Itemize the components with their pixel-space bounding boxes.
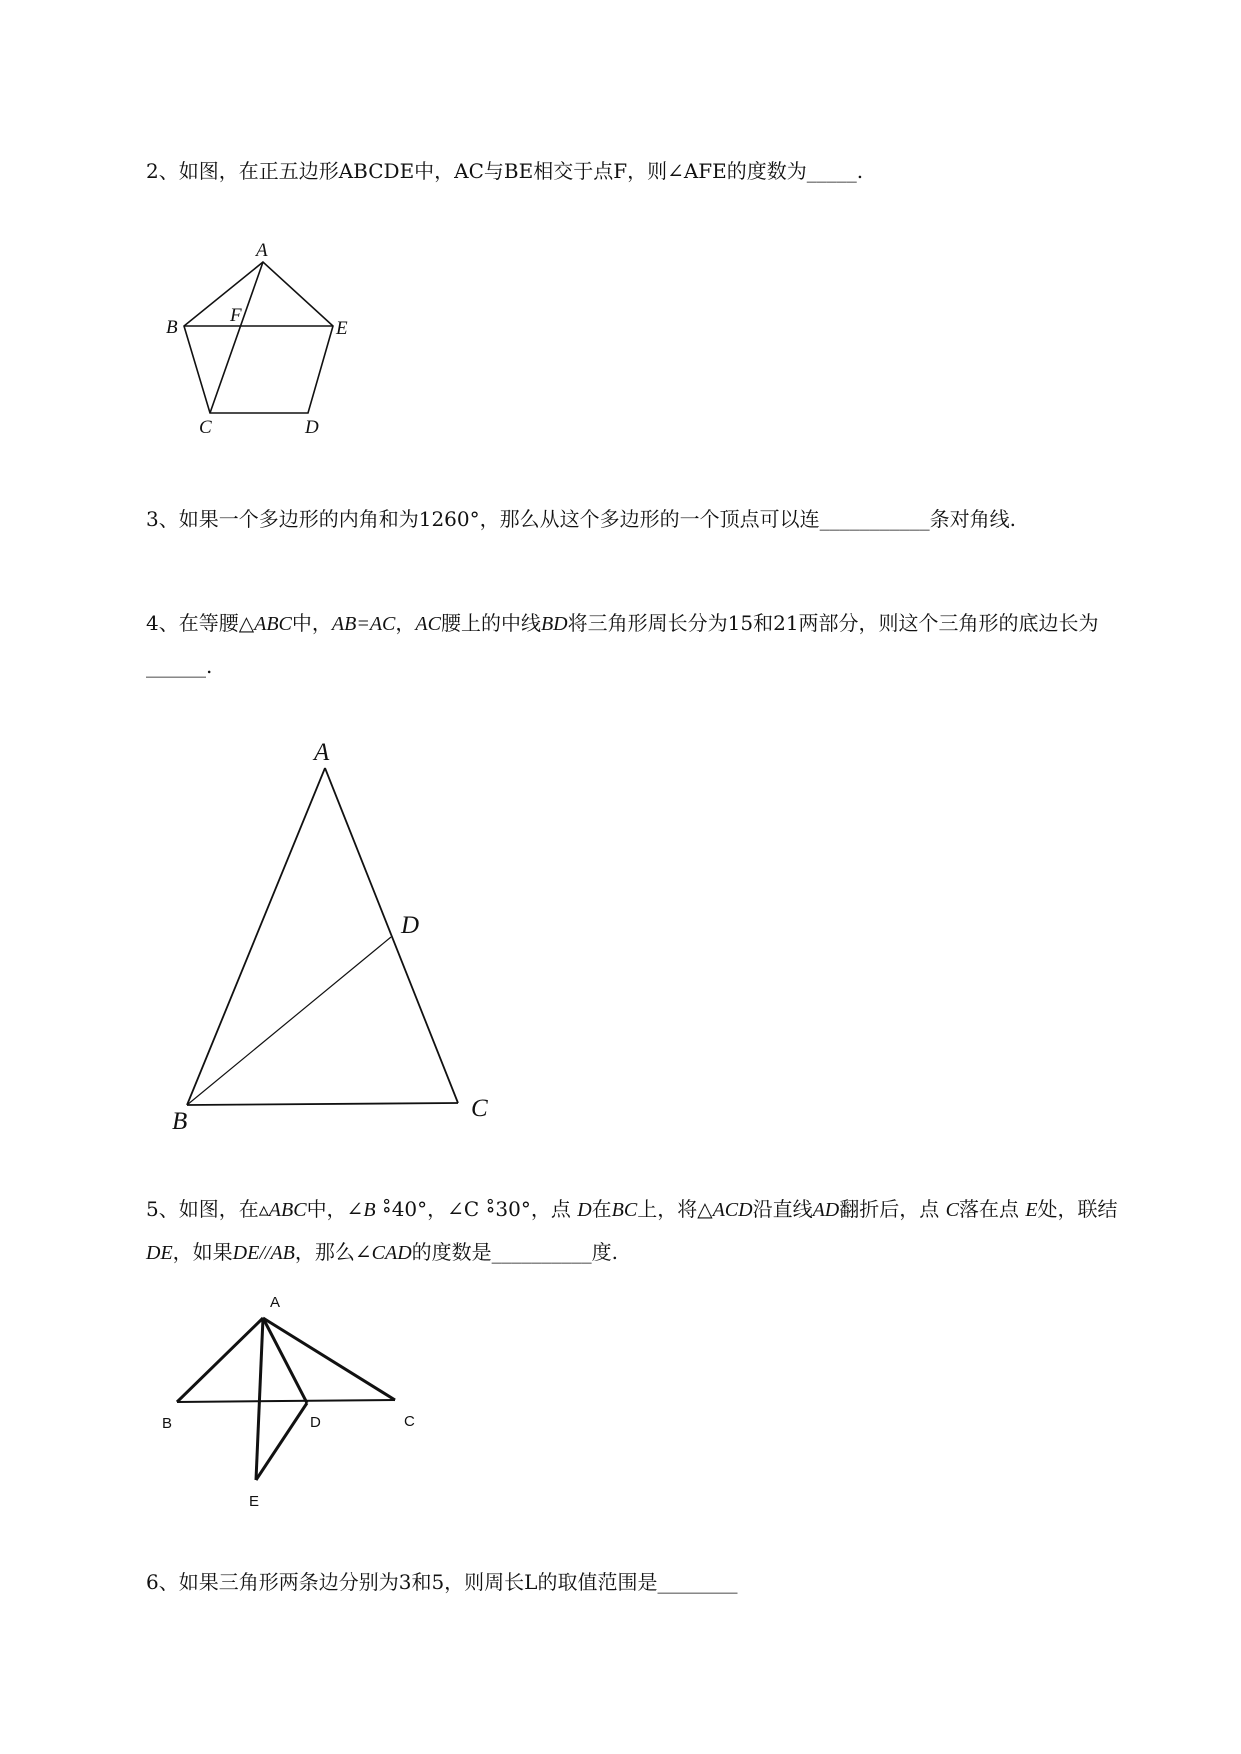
answer-blank[interactable]: ______ — [146, 654, 206, 678]
text-run: 在等腰△ — [178, 611, 255, 635]
text-run: 上，将△ — [637, 1197, 713, 1221]
math-AC: AC — [415, 613, 441, 635]
math-C: C — [945, 1199, 959, 1221]
text-run: 中， — [291, 611, 332, 635]
label-B: B — [172, 1108, 188, 1135]
label-C: C — [471, 1095, 488, 1122]
answer-blank[interactable]: _____ — [806, 159, 857, 183]
answer-blank[interactable]: __________ — [491, 1240, 592, 1264]
label-B: B — [166, 317, 178, 338]
label-C: C — [404, 1413, 415, 1430]
question-number: 3、 — [146, 507, 179, 531]
label-D: D — [305, 417, 319, 438]
question-text: 如果一个多边形的内角和为1260°，那么从这个多边形的一个顶点可以连 — [178, 507, 820, 531]
segment-BD — [187, 937, 391, 1105]
pentagon-figure — [150, 240, 380, 445]
text-run: ，如果 — [172, 1240, 233, 1264]
question-text-after: 条对角线. — [929, 507, 1016, 531]
question-number: 5、 — [146, 1197, 179, 1221]
question-2 — [146, 150, 1156, 192]
math-AD: AD — [812, 1199, 840, 1221]
question-text: 如果三角形两条边分别为3和5，则周长L的取值范围是 — [178, 1570, 658, 1594]
question-number: 4、 — [146, 611, 179, 635]
text-run: 腰上的中线 — [440, 611, 541, 635]
question-end: 度. — [591, 1240, 619, 1264]
label-F: F — [230, 305, 242, 326]
text-run: ，那么∠ — [294, 1240, 372, 1264]
math-B: B — [363, 1199, 376, 1221]
text-run: 中，∠ — [306, 1197, 364, 1221]
fold-diagram — [150, 1290, 440, 1520]
math-ABC: ABC — [254, 613, 292, 635]
segment-BC — [177, 1400, 395, 1402]
segment-AB — [187, 768, 325, 1105]
math-D: D — [577, 1199, 592, 1221]
math-ACD: ACD — [712, 1199, 753, 1221]
question-5 — [146, 1188, 1156, 1274]
text-run: 将三角形周长分为15和21两部分，则这个三角形的底边长为 — [567, 611, 1099, 635]
label-D: D — [401, 912, 420, 939]
text-run: ， — [395, 611, 416, 635]
label-A: A — [256, 240, 268, 261]
label-E: E — [249, 1493, 260, 1510]
question-number: 2、 — [146, 159, 179, 183]
segment-AB — [177, 1318, 263, 1402]
text-run: 如图，在 — [178, 1197, 259, 1221]
label-C: C — [199, 417, 212, 438]
label-B: B — [162, 1415, 173, 1432]
question-3 — [146, 498, 1156, 540]
text-run: 的度数是 — [411, 1240, 492, 1264]
question-end: . — [206, 654, 213, 678]
question-text: 如图，在正五边形ABCDE中，AC与BE相交于点F，则∠AFE的度数为 — [178, 159, 807, 183]
triangle-diagram — [160, 730, 500, 1140]
math-ABC: ABC — [268, 1199, 307, 1221]
answer-blank[interactable]: ___________ — [819, 507, 930, 531]
text-run: 落在点 — [958, 1197, 1026, 1221]
label-E: E — [336, 318, 348, 339]
segment-BC — [187, 1103, 458, 1105]
question-6 — [146, 1561, 1156, 1603]
text-run: 沿直线 — [752, 1197, 813, 1221]
math-AB-AC: AB=AC — [331, 613, 396, 635]
math-BD: BD — [540, 613, 568, 635]
segment-AC — [210, 262, 263, 413]
math-DE-parallel-AB: DE//AB — [232, 1242, 295, 1264]
question-4 — [146, 602, 1156, 687]
segment-AC — [325, 768, 458, 1103]
label-A: A — [314, 739, 330, 766]
pentagon-diagram — [150, 240, 380, 445]
question-end: . — [856, 159, 864, 183]
text-run: 在 — [591, 1197, 612, 1221]
question-number: 6、 — [146, 1570, 179, 1594]
text-run: 处，联结 — [1037, 1197, 1118, 1221]
math-CAD: CAD — [371, 1242, 412, 1264]
math-DE: DE — [146, 1242, 173, 1264]
answer-blank[interactable]: ________ — [657, 1570, 738, 1594]
triangle-symbol: ▵ — [258, 1197, 269, 1221]
text-run: ∘̊40°，∠C ∘̊30°，点 — [375, 1197, 578, 1221]
text-run: 翻折后，点 — [839, 1197, 946, 1221]
pentagon-outline — [184, 262, 333, 413]
math-BC: BC — [611, 1199, 638, 1221]
label-A: A — [270, 1294, 281, 1311]
math-E: E — [1025, 1199, 1038, 1221]
label-D: D — [310, 1414, 321, 1431]
triangle-figure — [160, 730, 500, 1140]
fold-figure — [150, 1290, 440, 1520]
segment-DE — [256, 1403, 307, 1480]
segment-AE — [256, 1318, 263, 1480]
